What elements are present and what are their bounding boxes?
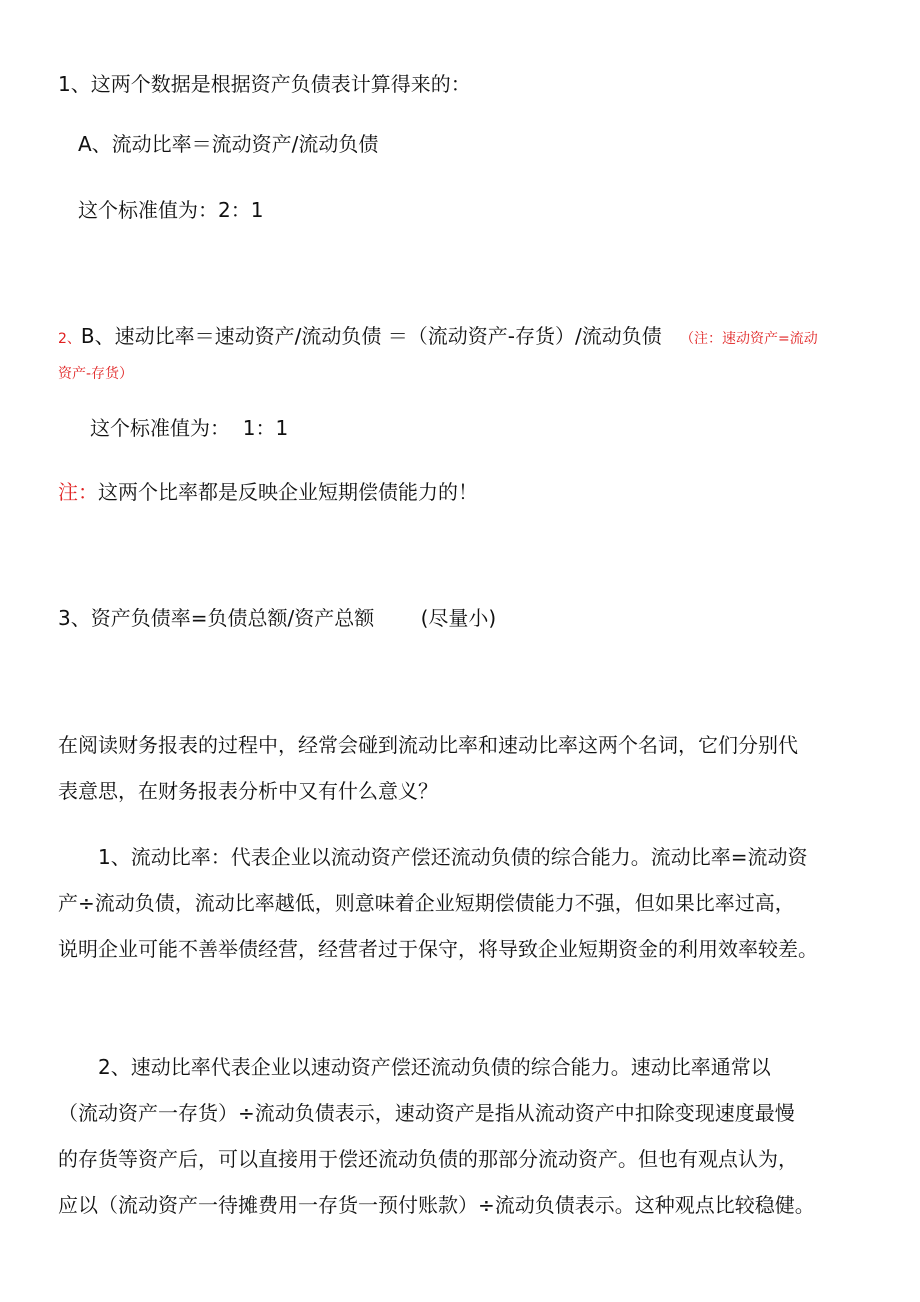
formula-quick-ratio-line — [58, 324, 818, 351]
quick-line-3: 的存货等资产后，可以直接用于偿还流动负债的那部分流动资产。但也有观点认为， — [58, 1147, 798, 1171]
intro-paragraph — [58, 722, 868, 814]
quick-assets-note: （注：速动资产=流动 — [680, 331, 818, 347]
ratio-note — [58, 480, 478, 504]
formula-quick-ratio: B、速动比率＝速动资产/流动负债 ＝（流动资产-存货）/流动负债 — [80, 324, 662, 348]
intro-line-2: 表意思，在财务报表分析中又有什么意义？ — [58, 779, 438, 803]
current-line-2: 产÷流动负债，流动比率越低，则意味着企业短期偿债能力不强，但如果比率过高， — [58, 891, 795, 915]
current-line-3: 说明企业可能不善举债经营，经营者过于保守，将导致企业短期资金的利用效率较差。 — [58, 937, 818, 961]
debt-ratio-formula: 3、资产负债率=负债总额/资产总额 — [58, 606, 375, 630]
section1-heading: 1、这两个数据是根据资产负债表计算得来的： — [58, 72, 471, 96]
note-text: 这两个比率都是反映企业短期偿债能力的！ — [98, 480, 478, 504]
standard-current-ratio: 这个标准值为：2：1 — [78, 198, 264, 222]
current-line-1: 1、流动比率：代表企业以流动资产偿还流动负债的综合能力。流动比率=流动资 — [98, 845, 808, 869]
current-ratio-paragraph — [58, 834, 868, 972]
quick-line-1: 2、速动比率代表企业以速动资产偿还流动负债的综合能力。速动比率通常以 — [98, 1055, 771, 1079]
section3-line — [58, 606, 496, 630]
debt-ratio-hint: (尽量小) — [420, 606, 497, 630]
quick-line-4: 应以（流动资产一待摊费用一存货一预付账款）÷流动负债表示。这种观点比较稳健。 — [58, 1193, 815, 1217]
standard-quick-ratio: 这个标准值为： 1：1 — [90, 416, 289, 440]
intro-line-1: 在阅读财务报表的过程中，经常会碰到流动比率和速动比率这两个名词，它们分别代 — [58, 733, 798, 757]
quick-line-2: （流动资产一存货）÷流动负债表示，速动资产是指从流动资产中扣除变现速度最慢 — [58, 1101, 795, 1125]
note-label: 注： — [58, 480, 98, 504]
quick-ratio-paragraph — [58, 1044, 868, 1228]
section2-prefix: 2、 — [58, 331, 81, 347]
quick-assets-note-wrap: 资产-存货） — [58, 366, 134, 382]
formula-current-ratio: A、流动比率＝流动资产/流动负债 — [78, 132, 379, 156]
